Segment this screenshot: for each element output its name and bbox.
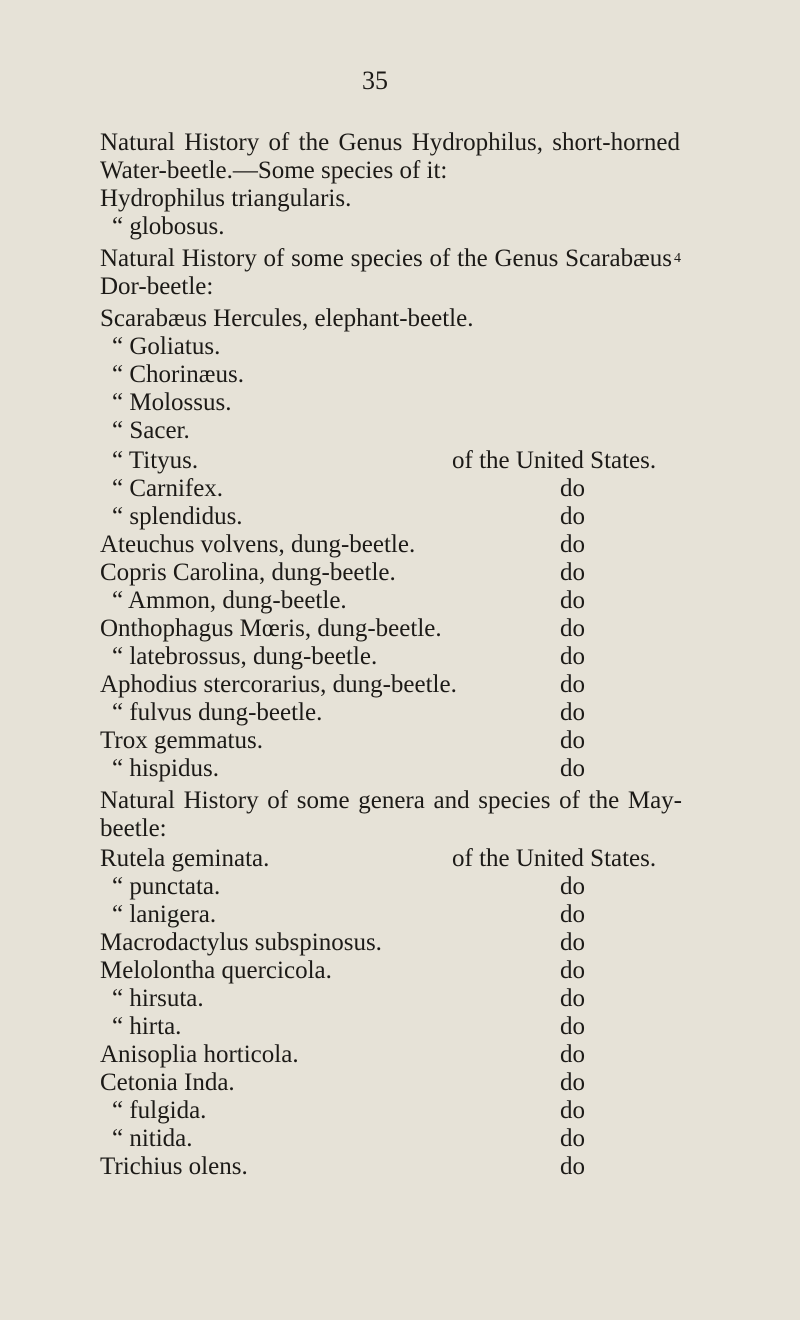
scarab-subscript: 4 — [674, 251, 681, 266]
page-number: 35 — [362, 66, 388, 95]
heading-scarabaeus-line-1: Natural History of some species of the Genus Scarabæus 4 — [100, 245, 681, 272]
book-page: 35 Natural History of the Genus Hydrophilus, short-horned Water-beetle.—Some species of it: Hydrophilus triangularis. “ globosus. Natural History of some species of the Genus Scarabæus 4 Dor-beetle: Scarabæus Hercules, elephant-beetle. “ Goliatus. “ Chorinæus. “ Molossus. “ Sacer. “ Tityus. of the United States. “ Carnifex. do “ splendidus. do Ateuchus volvens, dung-beetle. do Copris Carolina, dung-beetle. do “ Ammon, dung-beetle. do Onthophagus Mœris, dung-beetle. do “ latebrossus, dung-beetle. do Aphodius stercorarius, dung-beetle. do “ fulvus dung-beetle. do Trox gemmatus. do “ hispidus. do Natural History of some genera and species of the May- beetle: Rutela geminata. of the United States. “ punctata. do “ lanigera. do Macrodactylus subspinosus. do Melolontha quercicola. do “ hirsuta. do “ hirta. do Anisoplia horticola. do Cetonia Inda. do “ fulgida. do “ nitida. do Trichius olens. do — [0, 0, 800, 1320]
heading-hydrophilus-line-1: Natural History of the Genus Hydrophilus, short-horned — [100, 129, 680, 156]
heading-may-beetle-line-1: Natural History of some genera and species of the May- — [100, 787, 682, 814]
